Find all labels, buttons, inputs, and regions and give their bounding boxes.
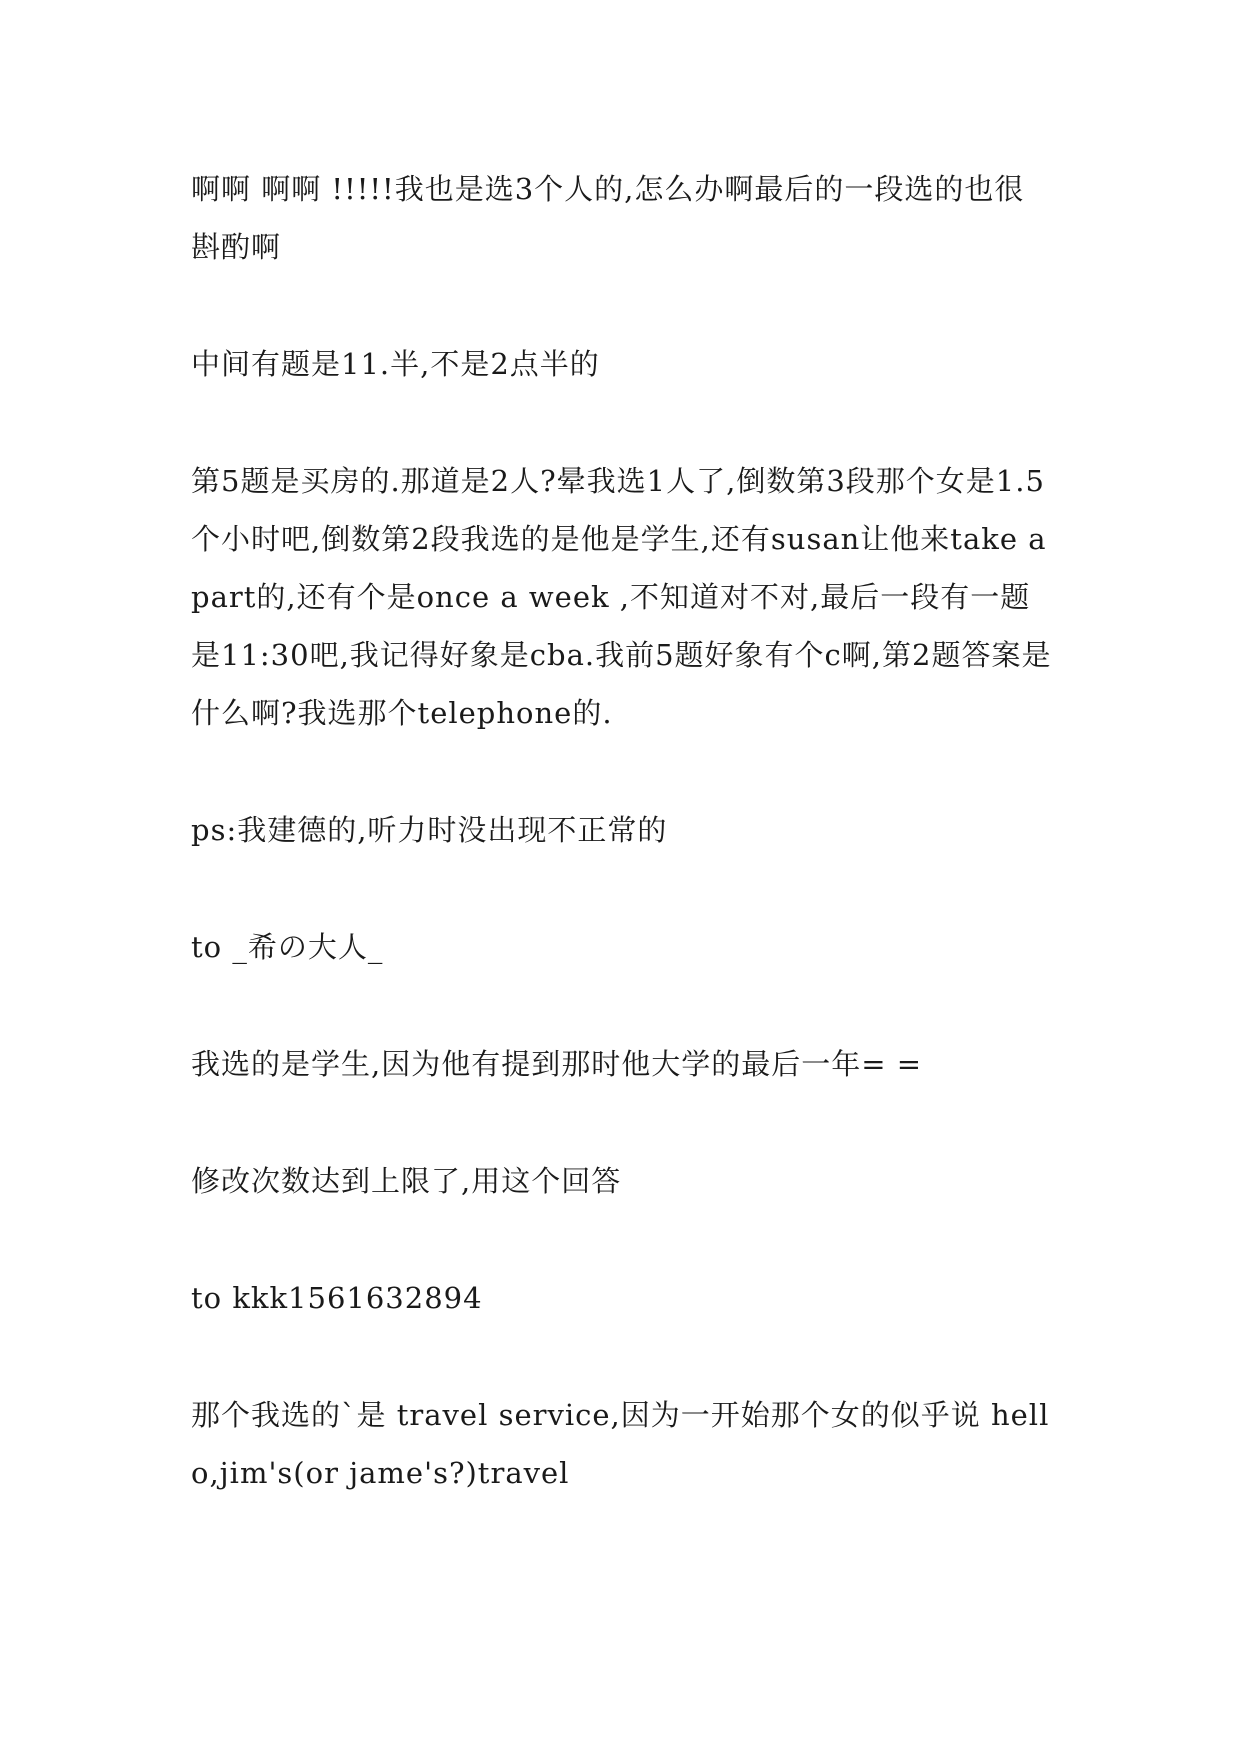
paragraph-8: to kkk1561632894 [191, 1281, 483, 1315]
paragraph-2: 中间有题是11.半,不是2点半的 [191, 347, 600, 381]
paragraph-4: ps:我建德的,听力时没出现不正常的 [191, 813, 668, 847]
paragraph-7: 修改次数达到上限了,用这个回答 [191, 1164, 622, 1198]
paragraph-9: 那个我选的`是 travel service,因为一开始那个女的似乎说 hello,jim's(or jame's?)travel [191, 1398, 1050, 1490]
paragraph-5: to _希の大人_ [191, 930, 384, 964]
paragraph-6: 我选的是学生,因为他有提到那时他大学的最后一年= = [191, 1047, 923, 1081]
document-body [191, 160, 1053, 1561]
paragraph-1: 啊啊 啊啊 !!!!!我也是选3个人的,怎么办啊最后的一段选的也很斟酌啊 [191, 172, 1025, 264]
paragraph-3: 第5题是买房的.那道是2人?晕我选1人了,倒数第3段那个女是1.5个小时吧,倒数第2段我选的是他是学生,还有susan让他来take a part的,还有个是once a week ,不知道对不对,最后一段有一题是11:30吧,我记得好象是cba.我前5题好象有个c啊,第2题答案是什么啊?我选那个telephone的. [191, 464, 1052, 730]
